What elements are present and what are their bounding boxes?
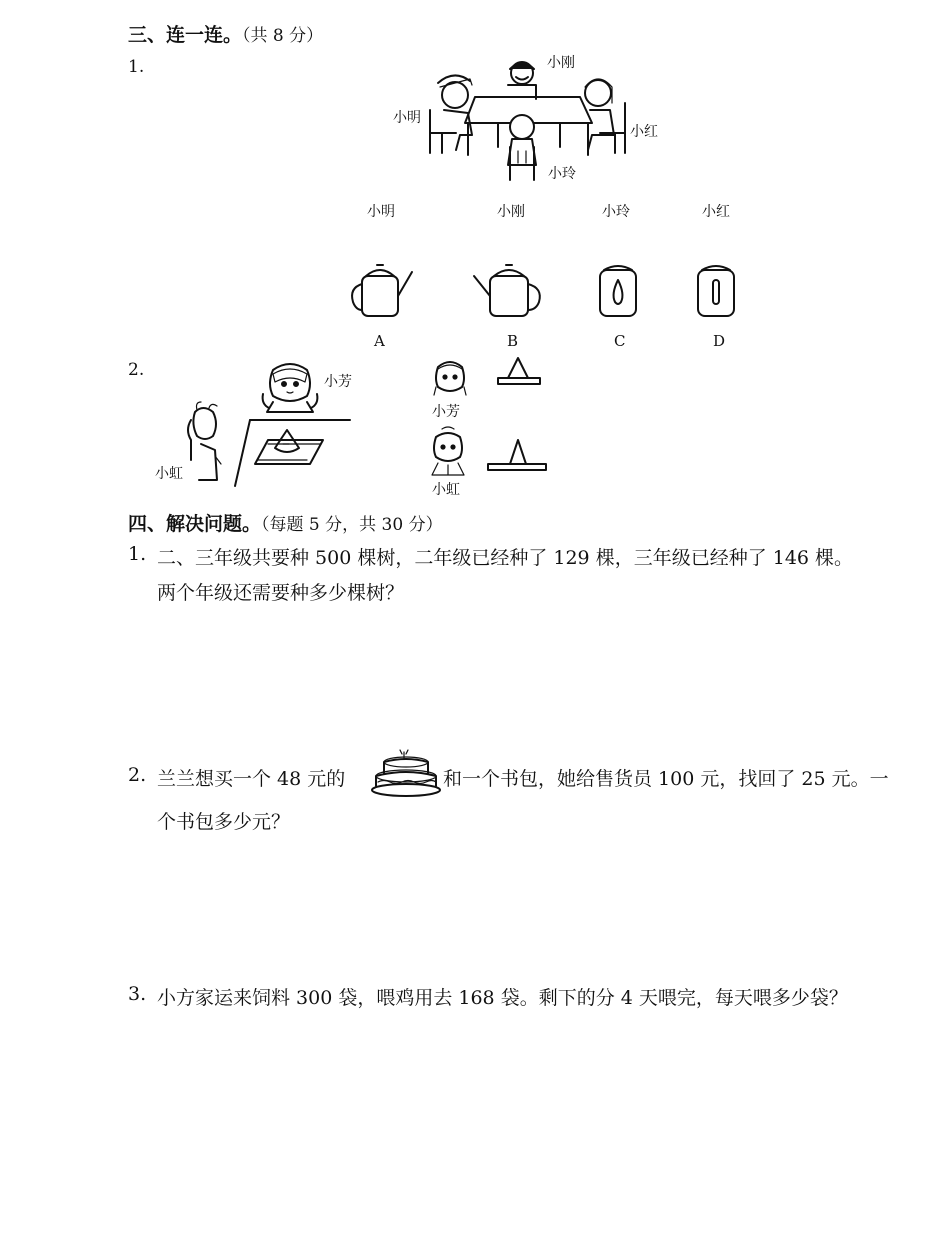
option-d: D bbox=[713, 332, 726, 350]
table-scene-illustration bbox=[420, 55, 660, 185]
section4-title: 四、解决问题。 bbox=[128, 513, 262, 535]
problem-2-line1-a: 兰兰想买一个 48 元的 bbox=[157, 768, 346, 790]
problem-3-line1: 小方家运来饲料 300 袋，喂鸡用去 168 袋。剩下的分 4 天喂完，每天喂多少袋？ bbox=[157, 987, 848, 1009]
section4-note: （每题 5 分，共 30 分） bbox=[261, 515, 443, 535]
xiaofang-avatar-icon bbox=[430, 357, 470, 397]
xiaohong-avatar-icon bbox=[428, 425, 468, 477]
scene-label-xiaoming: 小明 bbox=[393, 110, 421, 126]
option-c: C bbox=[614, 332, 626, 350]
scene-label-xiaofang: 小芳 bbox=[324, 374, 352, 390]
name-xiaogang: 小刚 bbox=[497, 204, 525, 220]
q1-number: 1. bbox=[128, 57, 145, 77]
view-label-xiaofang: 小芳 bbox=[432, 404, 460, 420]
scene-label-xiaohong-2: 小虹 bbox=[155, 466, 183, 482]
section3-heading bbox=[128, 20, 323, 47]
scene-label-xiaohong: 小红 bbox=[630, 124, 658, 140]
view-label-xiaohong: 小虹 bbox=[432, 482, 460, 498]
cone-side-view-icon bbox=[486, 438, 550, 472]
teapot-d-icon bbox=[692, 262, 742, 322]
section3-title: 三、连一连。 bbox=[128, 24, 243, 46]
problem-2-number: 2. bbox=[128, 764, 147, 786]
teapot-b-icon bbox=[470, 262, 550, 322]
q2-number: 2. bbox=[128, 360, 145, 380]
section4-heading bbox=[128, 509, 443, 536]
problem-3-number: 3. bbox=[128, 983, 147, 1005]
name-xiaoming: 小明 bbox=[367, 204, 395, 220]
problem-2-line2: 个书包多少元？ bbox=[157, 811, 291, 833]
problem-1-line1: 二、三年级共要种 500 棵树，二年级已经种了 129 棵，三年级已经种了 146 棵。 bbox=[157, 547, 854, 569]
option-b: B bbox=[507, 332, 519, 350]
teapot-a-icon bbox=[346, 262, 416, 322]
option-a: A bbox=[374, 332, 385, 350]
scene-label-xiaogang: 小刚 bbox=[547, 55, 575, 71]
teapot-c-icon bbox=[594, 262, 644, 322]
problem-1-line2: 两个年级还需要种多少棵树？ bbox=[157, 582, 405, 604]
cake-icon bbox=[370, 746, 442, 798]
name-xiaoling: 小玲 bbox=[602, 204, 630, 220]
problem-1-number: 1. bbox=[128, 543, 147, 565]
scene-label-xiaoling: 小玲 bbox=[548, 166, 576, 182]
cone-front-view-icon bbox=[496, 356, 542, 386]
problem-2-line1-b: 和一个书包，她给售货员 100 元，找回了 25 元。一 bbox=[443, 768, 889, 790]
section3-note: （共 8 分） bbox=[242, 26, 324, 46]
name-xiaohong: 小红 bbox=[702, 204, 730, 220]
